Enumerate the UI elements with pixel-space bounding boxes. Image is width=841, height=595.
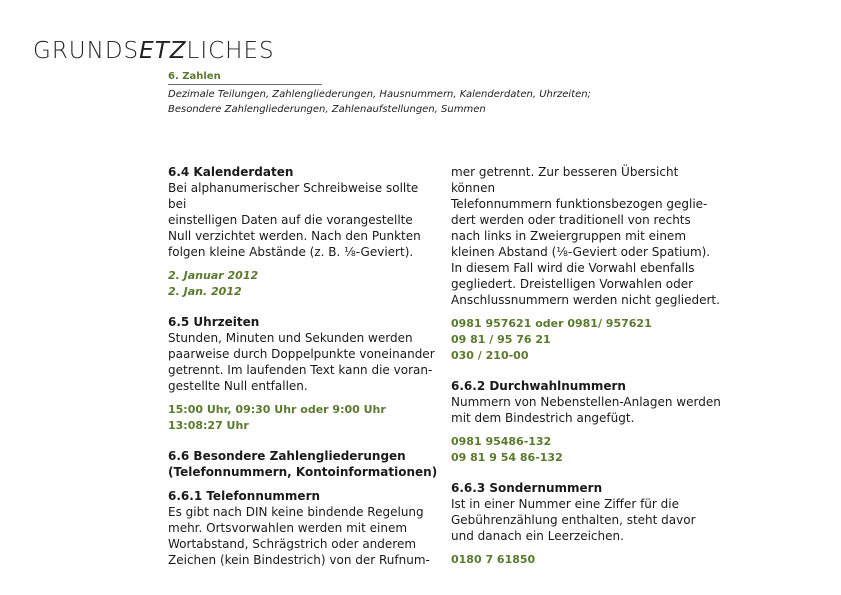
section-6-4-body bbox=[168, 180, 438, 260]
body-line: und danach ein Leerzeichen. bbox=[451, 529, 624, 543]
body-line: nach links in Zweiergruppen mit einem bbox=[451, 229, 687, 243]
example-special-number: 0180 7 61850 bbox=[451, 553, 536, 566]
section-6-4-heading: 6.4 Kalenderdaten bbox=[168, 165, 294, 179]
example-date-1: 2. Januar 2012 bbox=[168, 269, 259, 282]
section-6-5-body bbox=[168, 330, 438, 394]
section-6-6-1-body bbox=[168, 504, 438, 568]
body-line: paarweise durch Doppelpunkte voneinander bbox=[168, 347, 435, 361]
example-time-2: 13:08:27 Uhr bbox=[168, 419, 249, 432]
body-line: gestellte Null entfallen. bbox=[168, 379, 308, 393]
body-line: dert werden oder traditionell von rechts bbox=[451, 213, 691, 227]
right-column bbox=[451, 164, 721, 568]
section-6-6-2-heading: 6.6.2 Durchwahlnummern bbox=[451, 379, 626, 393]
section-6-6-heading-2: (Telefonnummern, Kontoinformationen) bbox=[168, 465, 438, 479]
example-time-1: 15:00 Uhr, 09:30 Uhr oder 9:00 Uhr bbox=[168, 403, 386, 416]
body-line: Gebührenzählung enthalten, steht davor bbox=[451, 513, 696, 527]
example-date-2: 2. Jan. 2012 bbox=[168, 285, 242, 298]
example-extension-1: 0981 95486-132 bbox=[451, 435, 552, 448]
body-line: Telefonnummern funktionsbezogen geglie- bbox=[451, 197, 708, 211]
body-line: Null verzichtet werden. Nach den Punkten bbox=[168, 229, 421, 243]
example-phone-1: 0981 957621 oder 0981/ 957621 bbox=[451, 317, 652, 330]
section-6-6-3-body bbox=[451, 496, 721, 544]
chapter-label: 6. Zahlen bbox=[168, 71, 322, 85]
body-line: Bei alphanumerischer Schreibweise sollte bei bbox=[168, 181, 419, 211]
section-6-6-3-heading: 6.6.3 Sondernummern bbox=[451, 481, 603, 495]
example-phone-2: 09 81 / 95 76 21 bbox=[451, 333, 551, 346]
section-6-6-1-heading: 6.6.1 Telefonnummern bbox=[168, 489, 321, 503]
body-line: getrennt. Im laufenden Text kann die voran- bbox=[168, 363, 433, 377]
body-line: kleinen Abstand (⅛-Geviert oder Spatium). bbox=[451, 245, 711, 259]
body-line: folgen kleine Abstände (z. B. ⅛-Geviert). bbox=[168, 245, 414, 259]
section-6-6-heading-1: 6.6 Besondere Zahlengliederungen bbox=[168, 449, 406, 463]
body-line: mer getrennt. Zur besseren Übersicht können bbox=[451, 165, 679, 195]
page-title: GRUNDSETZLICHES bbox=[33, 38, 275, 64]
chapter-subline-2: Besondere Zahlengliederungen, Zahlenaufstellungen, Summen bbox=[168, 104, 486, 115]
body-line: Es gibt nach DIN keine bindende Regelung bbox=[168, 505, 424, 519]
body-line: mehr. Ortsvorwahlen werden mit einem bbox=[168, 521, 408, 535]
section-6-6-2-body bbox=[451, 394, 721, 426]
chapter-subline-1: Dezimale Teilungen, Zahlengliederungen, Hausnummern, Kalenderdaten, Uhrzeiten; bbox=[168, 89, 591, 100]
body-line: Zeichen (kein Bindestrich) von der Rufnum- bbox=[168, 553, 430, 567]
body-line: Wortabstand, Schrägstrich oder anderem bbox=[168, 537, 417, 551]
section-6-5-heading: 6.5 Uhrzeiten bbox=[168, 315, 260, 329]
body-line: mit dem Bindestrich angefügt. bbox=[451, 411, 635, 425]
body-line: Nummern von Nebenstellen-Anlagen werden bbox=[451, 395, 721, 409]
left-column bbox=[168, 164, 438, 568]
example-phone-3: 030 / 210-00 bbox=[451, 349, 529, 362]
example-extension-2: 09 81 9 54 86-132 bbox=[451, 451, 563, 464]
body-line: Anschlussnummern werden nicht gegliedert. bbox=[451, 293, 720, 307]
body-line: einstelligen Daten auf die vorangestellte bbox=[168, 213, 413, 227]
body-line: In diesem Fall wird die Vorwahl ebenfalls bbox=[451, 261, 695, 275]
section-6-6-1-continued bbox=[451, 164, 721, 308]
body-line: gegliedert. Dreistelligen Vorwahlen oder bbox=[451, 277, 694, 291]
body-line: Ist in einer Nummer eine Ziffer für die bbox=[451, 497, 679, 511]
body-line: Stunden, Minuten und Sekunden werden bbox=[168, 331, 413, 345]
